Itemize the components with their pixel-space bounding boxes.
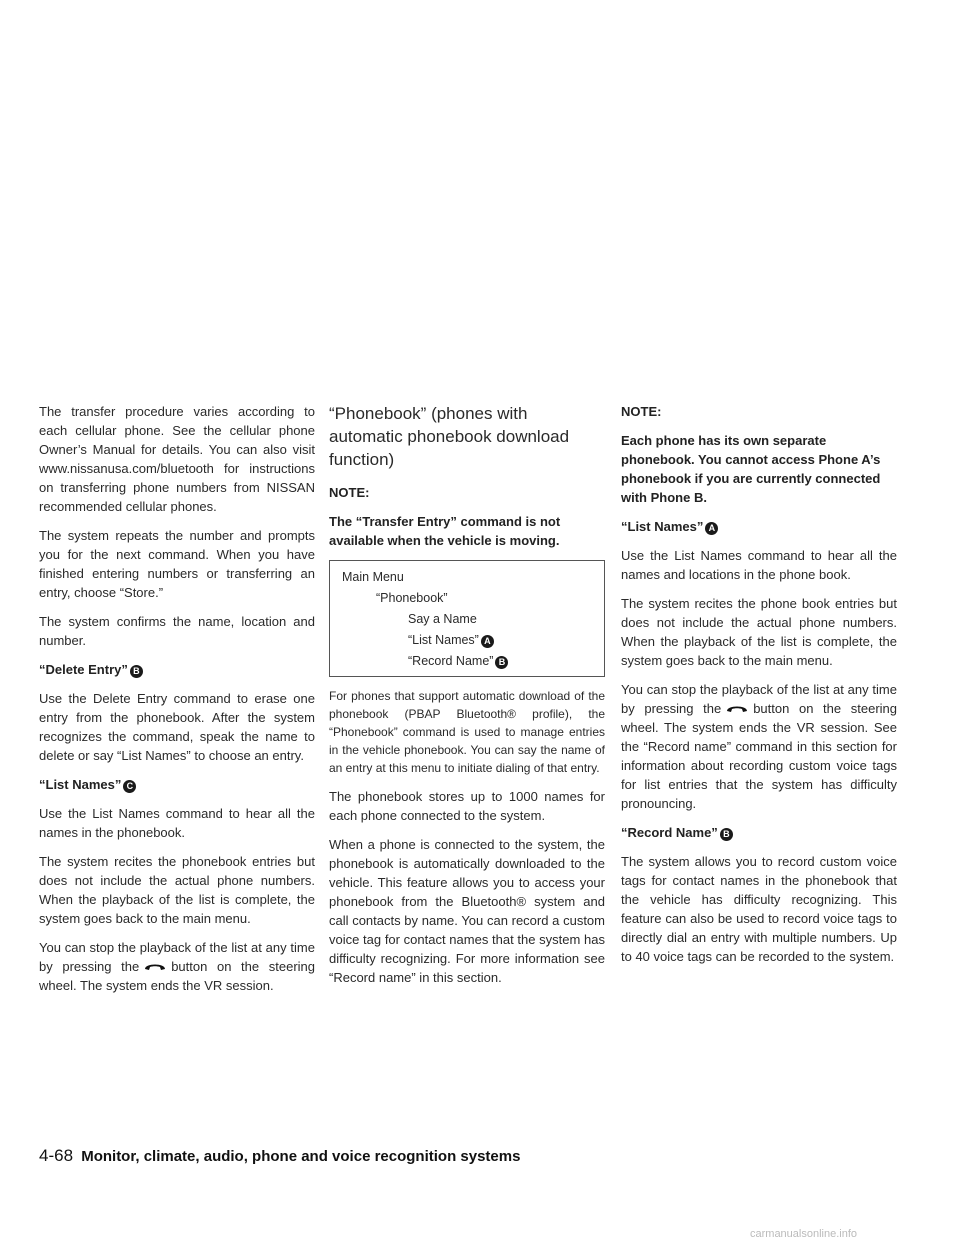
menu-line-main: Main Menu <box>342 570 404 584</box>
paragraph <box>621 680 897 813</box>
callout-marker: B <box>720 828 733 841</box>
note-label: NOTE: <box>621 404 662 419</box>
heading-text: “List Names” <box>39 777 122 792</box>
paragraph: The system repeats the number and prompts you for the next command. When you have finished entering numbers or transferring an entry, choose “Store.” <box>39 528 315 600</box>
menu-line-phonebook: “Phonebook” <box>376 591 448 605</box>
paragraph: When a phone is connected to the system, the phonebook is automatically downloaded to the vehicle. This feature allows you to access your phonebook from the Bluetooth® system and call contacts by name. You can record a custom voice tag for contact names that the system has difficulty recognizing. For more information see “Record name” in this section. <box>329 837 605 985</box>
text: “Record Name” <box>408 654 494 668</box>
note-text: Each phone has its own separate phonebook. You cannot access Phone A’s phonebook if you are currently connected with Phone B. <box>621 433 881 505</box>
callout-marker: B <box>495 656 508 669</box>
paragraph: The phonebook stores up to 1000 names for each phone connected to the system. <box>329 789 605 823</box>
callout-marker: C <box>123 780 136 793</box>
paragraph: The transfer procedure varies according to each cellular phone. See the cellular phone Owner’s Manual for details. You can also visit www.nissanusa.com/bluetooth for instructions on transferring phone numbers from NISSAN recommended cellular phones. <box>39 404 315 514</box>
menu-line-say-name: Say a Name <box>408 612 477 626</box>
callout-marker: A <box>481 635 494 648</box>
column-1 <box>39 402 315 1005</box>
watermark: carmanualsonline.info <box>750 1228 858 1240</box>
callout-marker: A <box>705 522 718 535</box>
page-number: 4-68 <box>39 1146 74 1165</box>
heading-text: “List Names” <box>621 519 704 534</box>
paragraph: For phones that support automatic download of the phonebook (PBAP Bluetooth® profile), the “Phonebook” command is used to manage entries in the vehicle phonebook. You can say the name of an entry at this menu to initiate dialing of that entry. <box>329 689 605 775</box>
paragraph: Use the List Names command to hear all the names and locations in the phone book. <box>621 548 897 582</box>
page-footer <box>39 1146 520 1166</box>
paragraph: The system recites the phonebook entries but does not include the actual phone numbers. When the playback of the list is complete, the system goes back to the main menu. <box>39 854 315 926</box>
phone-hangup-icon <box>143 960 167 972</box>
paragraph <box>39 938 315 995</box>
paragraph: The system confirms the name, location and number. <box>39 614 315 648</box>
text: button on the steering wheel. The system ends the VR session. See the “Record name” command in this section for information about recording custom voice tags for list entries that the system has difficulty pronouncing. <box>621 701 898 811</box>
note-text: The “Transfer Entry” command is not available when the vehicle is moving. <box>329 514 561 548</box>
section-title: “Phonebook” (phones with automatic phonebook download function) <box>329 404 570 469</box>
column-3 <box>621 402 897 976</box>
heading-record-name <box>621 823 897 842</box>
paragraph: The system allows you to record custom voice tags for contact names in the phonebook that the vehicle has difficulty recognizing. This feature can also be used to record voice tags to directly dial an entry with multiple numbers. Up to 40 voice tags can be recorded to the system. <box>621 854 897 964</box>
heading-list-names <box>621 517 897 536</box>
phone-hangup-icon <box>725 702 749 714</box>
heading-delete-entry <box>39 660 315 679</box>
paragraph: The system recites the phone book entries but does not include the actual phone numbers. When the playback of the list is complete, the system goes back to the main menu. <box>621 596 897 668</box>
text: You can stop the playback of the list at any time by pressing the <box>621 682 897 716</box>
heading-text: “Delete Entry” <box>39 662 128 677</box>
column-2 <box>329 402 605 997</box>
chapter-title: Monitor, climate, audio, phone and voice recognition systems <box>81 1148 521 1165</box>
text: button on the steering wheel. The system ends the VR session. <box>39 959 316 993</box>
menu-line-record-name <box>342 651 592 672</box>
heading-list-names <box>39 775 315 794</box>
text: “List Names” <box>408 633 479 647</box>
paragraph: Use the Delete Entry command to erase one entry from the phonebook. After the system recognizes the command, speak the name to delete or say “List Names” to choose an entry. <box>39 691 315 763</box>
heading-text: “Record Name” <box>621 825 718 840</box>
menu-tree-box <box>329 560 605 677</box>
note-label: NOTE: <box>329 485 370 500</box>
menu-line-list-names <box>342 630 592 651</box>
paragraph: Use the List Names command to hear all the names in the phonebook. <box>39 806 315 840</box>
callout-marker: B <box>130 665 143 678</box>
text: You can stop the playback of the list at any time by pressing the <box>39 940 315 974</box>
